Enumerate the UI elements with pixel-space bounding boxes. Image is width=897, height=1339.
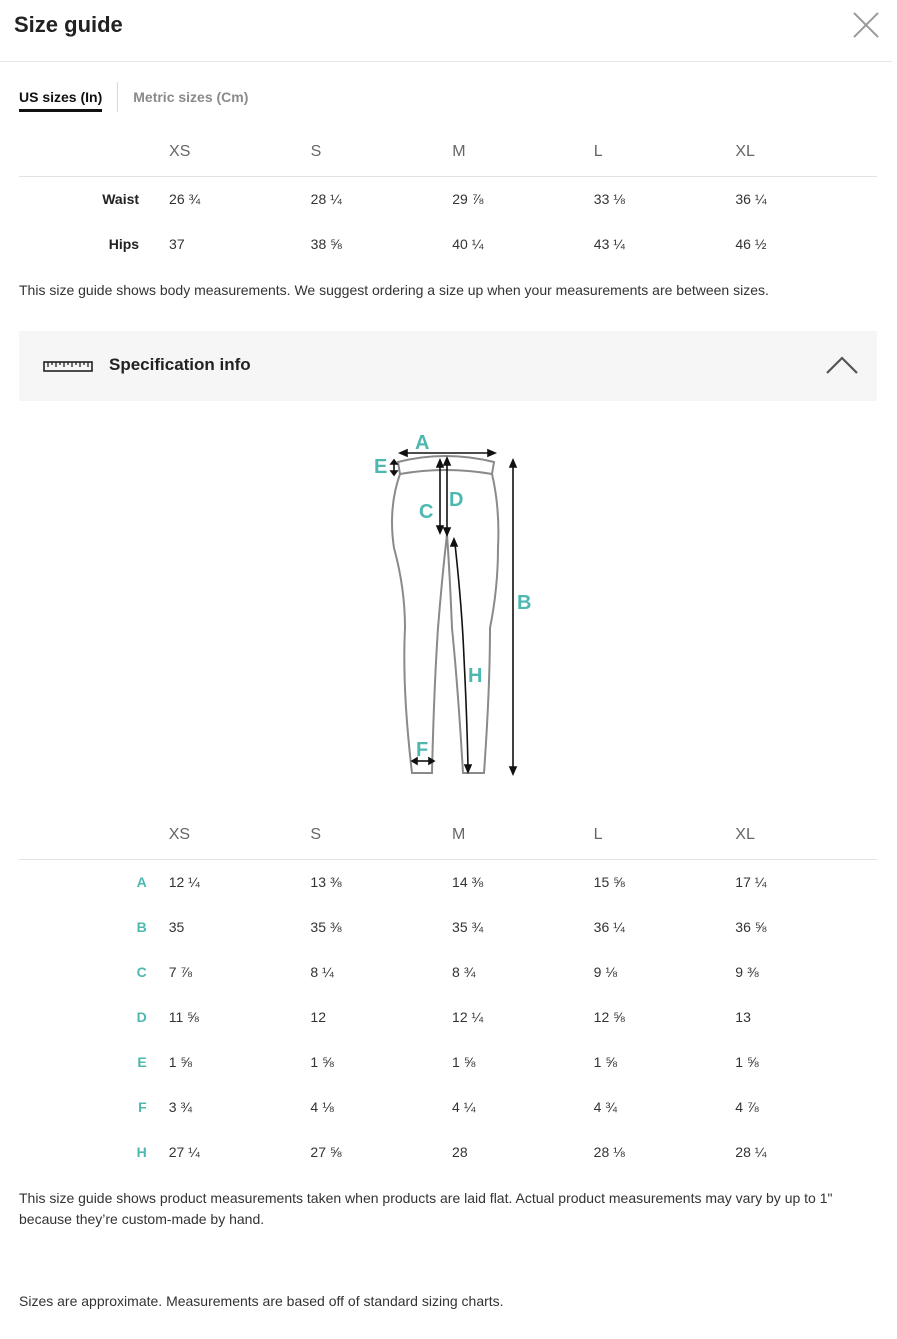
diagram-label-a: A — [415, 432, 430, 454]
table-row — [19, 904, 877, 949]
tab-divider — [117, 82, 118, 112]
leggings-outline-icon — [392, 456, 498, 773]
table-corner — [19, 809, 169, 859]
body-measurements-note: This size guide shows body measurements. We suggest ordering a size up when your measurements are between sizes. — [19, 282, 769, 298]
chevron-up-icon[interactable] — [825, 355, 859, 375]
column-header-xs: XS — [169, 809, 311, 859]
diagram-label-f: F — [416, 739, 429, 761]
table-cell: 1 ⅝ — [452, 1053, 476, 1070]
table-header-row — [19, 126, 877, 176]
table-cell: 4 ⅞ — [735, 1098, 759, 1115]
table-row — [19, 859, 877, 904]
table-cell: 36 ¼ — [735, 190, 767, 207]
table-cell: 28 — [452, 1143, 468, 1160]
column-header-l: L — [594, 809, 736, 859]
table-cell: 3 ¾ — [168, 1098, 193, 1115]
specification-info-label: Specification info — [109, 355, 251, 374]
table-cell: 43 ¼ — [593, 235, 625, 252]
table-cell: 4 ¼ — [452, 1098, 476, 1115]
table-cell: 1 ⅝ — [735, 1053, 759, 1070]
table-cell: 17 ¼ — [735, 873, 767, 890]
table-cell: 33 ⅛ — [593, 190, 625, 207]
ruler-icon — [43, 359, 93, 373]
row-label: C — [136, 963, 147, 980]
table-cell: 1 ⅝ — [168, 1053, 193, 1070]
row-label: E — [137, 1053, 147, 1070]
column-header-s: S — [310, 809, 452, 859]
dialog-header — [0, 0, 892, 62]
table-cell: 28 ¼ — [735, 1143, 767, 1160]
column-header-xl: XL — [735, 809, 877, 859]
row-label: A — [136, 873, 147, 890]
table-row — [19, 221, 877, 266]
table-cell: 40 ¼ — [452, 235, 484, 252]
table-cell: 8 ¾ — [452, 963, 476, 980]
diagram-label-e: E — [374, 456, 388, 478]
table-cell: 4 ¾ — [593, 1098, 618, 1115]
column-header-xs: XS — [169, 126, 311, 176]
table-cell: 35 — [168, 918, 185, 935]
specification-info-toggle[interactable] — [19, 331, 877, 401]
table-cell: 9 ⅜ — [735, 963, 759, 980]
table-cell: 8 ¼ — [310, 963, 334, 980]
column-header-l: L — [594, 126, 736, 176]
column-header-xl: XL — [735, 126, 877, 176]
row-label: F — [138, 1098, 147, 1115]
table-cell: 26 ¾ — [169, 190, 201, 207]
close-icon[interactable] — [851, 10, 881, 40]
row-label: B — [136, 918, 147, 935]
table-cell: 12 ⅝ — [593, 1008, 625, 1025]
table-cell: 35 ⅜ — [310, 918, 342, 935]
row-label: H — [136, 1143, 147, 1160]
table-row — [19, 1039, 877, 1084]
body-measurements-table — [19, 126, 877, 266]
tab-us-sizes[interactable]: US sizes (In) — [19, 82, 102, 112]
table-cell: 13 ⅜ — [310, 873, 342, 890]
table-header-row — [19, 809, 877, 859]
table-cell: 46 ½ — [735, 235, 767, 252]
tab-metric-sizes[interactable]: Metric sizes (Cm) — [133, 89, 249, 105]
table-cell: 13 — [735, 1008, 751, 1025]
table-cell: 4 ⅛ — [310, 1098, 334, 1115]
table-row — [19, 176, 877, 221]
table-cell: 1 ⅝ — [593, 1053, 618, 1070]
table-cell: 29 ⅞ — [452, 190, 484, 207]
dialog-title: Size guide — [14, 12, 123, 37]
table-cell: 38 ⅝ — [310, 235, 342, 252]
table-cell: 7 ⅞ — [168, 963, 193, 980]
table-cell: 9 ⅛ — [593, 963, 618, 980]
table-cell: 37 — [169, 235, 185, 252]
column-header-s: S — [311, 126, 453, 176]
footer-note: Sizes are approximate. Measurements are based off of standard sizing charts. — [19, 1293, 504, 1309]
column-header-m: M — [452, 126, 594, 176]
table-row — [19, 1129, 877, 1174]
table-cell: 28 ⅛ — [593, 1143, 625, 1160]
table-cell: 36 ⅝ — [735, 918, 767, 935]
column-header-m: M — [452, 809, 594, 859]
row-label: Hips — [108, 235, 140, 252]
table-cell: 27 ⅝ — [310, 1143, 342, 1160]
row-label: Waist — [102, 190, 140, 207]
table-row — [19, 949, 877, 994]
table-row — [19, 994, 877, 1039]
diagram-label-h: H — [468, 665, 483, 687]
leggings-diagram — [360, 428, 540, 778]
diagram-label-c: C — [419, 501, 434, 523]
table-cell: 36 ¼ — [593, 918, 625, 935]
table-corner — [19, 126, 169, 176]
diagram-label-b: B — [517, 592, 532, 614]
product-measurements-table — [19, 809, 877, 1174]
diagram-label-d: D — [449, 489, 464, 511]
table-cell: 12 ¼ — [168, 873, 200, 890]
table-cell: 12 ¼ — [452, 1008, 484, 1025]
product-measurements-note: This size guide shows product measurements taken when products are laid flat. Actual product measurements may vary by up to 1" because they’re custom-made by hand. — [19, 1190, 833, 1227]
table-cell: 27 ¼ — [168, 1143, 200, 1160]
row-label: D — [136, 1008, 147, 1025]
table-cell: 12 — [310, 1008, 326, 1025]
table-cell: 15 ⅝ — [593, 873, 625, 890]
table-cell: 35 ¾ — [452, 918, 484, 935]
table-row — [19, 1084, 877, 1129]
table-cell: 14 ⅜ — [452, 873, 484, 890]
unit-tabs — [19, 82, 248, 114]
table-cell: 1 ⅝ — [310, 1053, 334, 1070]
table-cell: 11 ⅝ — [168, 1008, 199, 1025]
table-cell: 28 ¼ — [310, 190, 342, 207]
